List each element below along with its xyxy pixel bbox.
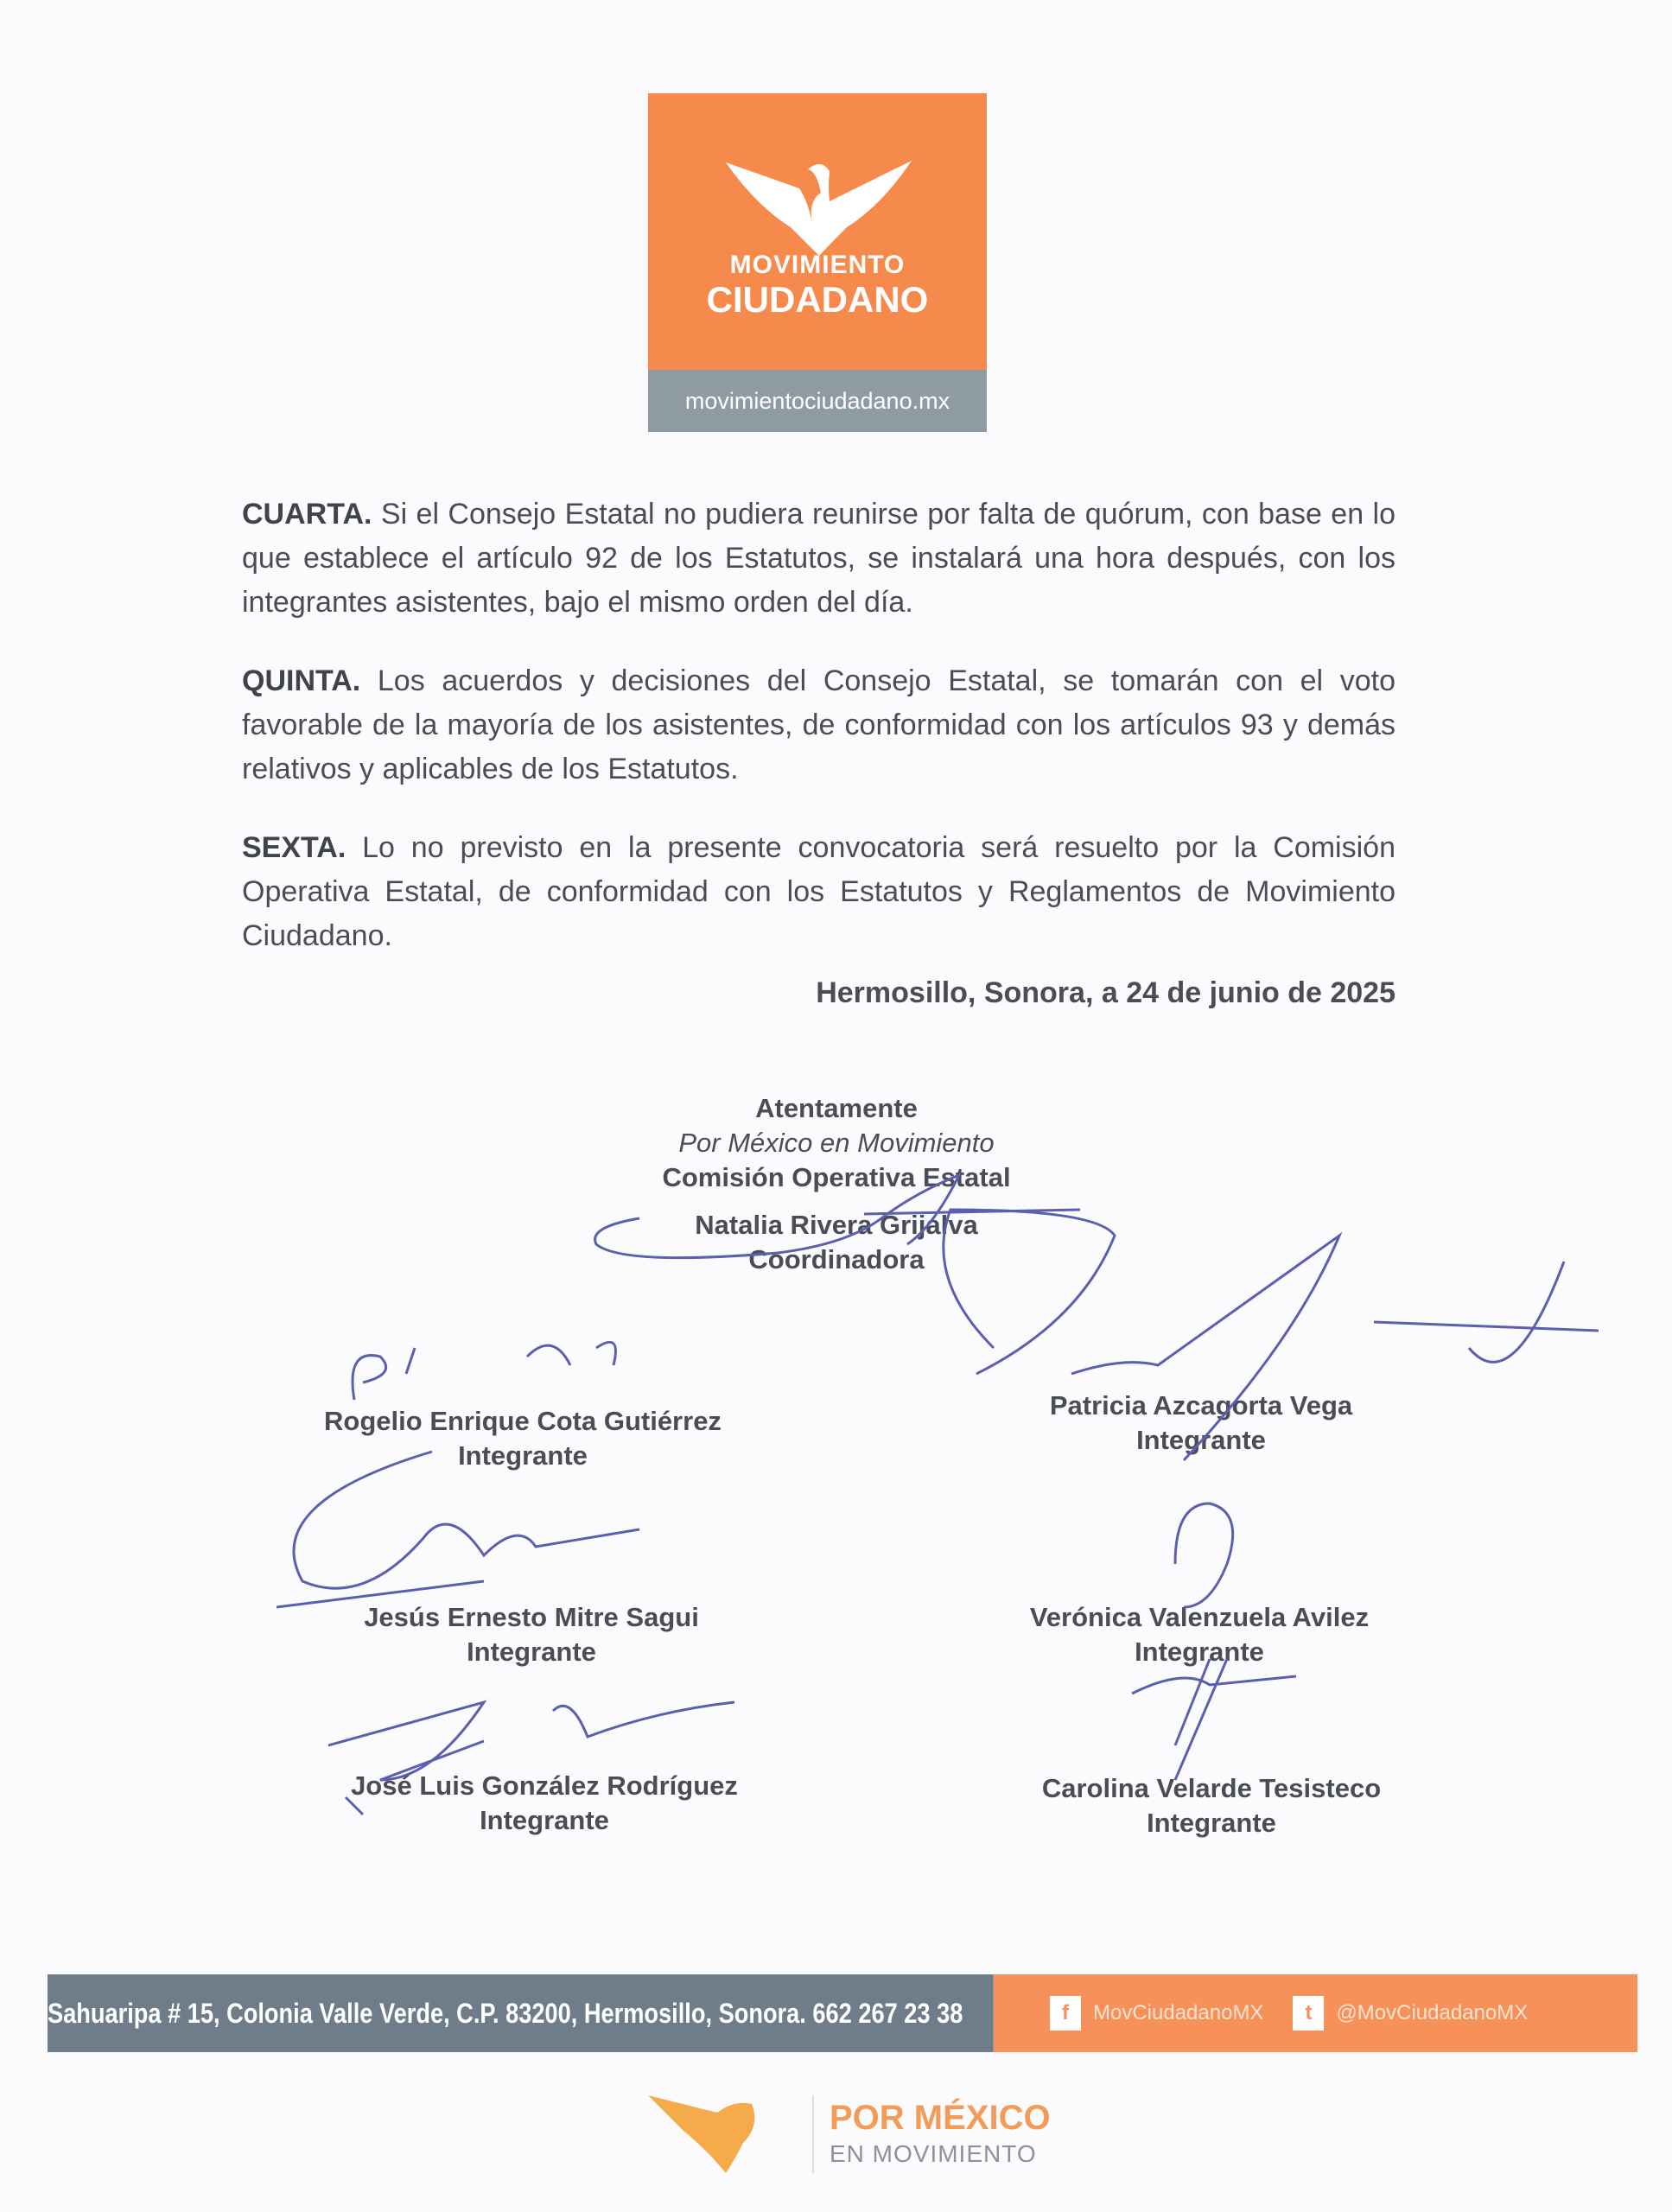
- clause-label: QUINTA.: [242, 664, 361, 697]
- signatory-block: [942, 1389, 1460, 1458]
- facebook-icon[interactable]: f: [1050, 1996, 1081, 2031]
- signatory-block: [285, 1769, 804, 1838]
- clause-label: SEXTA.: [242, 831, 346, 864]
- closing-atentamente: Atentamente: [755, 1093, 918, 1123]
- footer-slogan-logo: [648, 2087, 1080, 2182]
- logo-text-line1: MOVIMIENTO: [729, 251, 906, 279]
- clause-text: Lo no previsto en la presente convocatoria será resuelto por la Comisión Operativa Estatal, de conformidad con los Estatutos y Reglamentos de Movimiento Ciudadano.: [242, 831, 1395, 952]
- footer-address: Sahuaripa # 15, Colonia Valle Verde, C.P. 83200, Hermosillo, Sonora. 662 267 23 38: [48, 1998, 963, 2029]
- footer-social-bar: [994, 1974, 1637, 2052]
- twitter-handle[interactable]: @MovCiudadanoMX: [1336, 2001, 1529, 2024]
- clause-text: Los acuerdos y decisiones del Consejo Estatal, se tomarán con el voto favorable de la mayoría de los asistentes, de conformidad con los artículos 93 y demás relativos y aplicables de los Estatutos.: [242, 664, 1395, 785]
- clause-text: Si el Consejo Estatal no pudiera reunirse por falta de quórum, con base en lo que establece el artículo 92 de los Estatutos, se instalará una hora después, con los integrantes asistentes, bajo el mismo orden del día.: [242, 498, 1395, 619]
- closing-motto: Por México en Movimiento: [678, 1128, 995, 1158]
- signatory-block: [940, 1600, 1459, 1669]
- footer-address-bar: [48, 1974, 994, 2052]
- signatory-name: Patricia Azcagorta Vega: [1049, 1390, 1353, 1421]
- slogan-divider: [812, 2095, 814, 2173]
- signatory-role: Integrante: [1147, 1808, 1276, 1838]
- signatory-block: [272, 1600, 791, 1669]
- signatory-role: Integrante: [458, 1440, 588, 1471]
- clause-quinta: [242, 659, 1395, 791]
- signature-valenzuela: [1175, 1503, 1233, 1607]
- closing-block: [577, 1091, 1096, 1277]
- signature-velarde: [1132, 1659, 1296, 1780]
- coordinator-role: Coordinadora: [748, 1244, 925, 1274]
- clause-label: CUARTA.: [242, 498, 372, 531]
- signature-mitre: [277, 1452, 639, 1607]
- signatory-block: [264, 1404, 782, 1473]
- eagle-logo-icon: [726, 154, 912, 257]
- slogan-line1: POR MÉXICO: [830, 2099, 1051, 2137]
- signatory-role: Integrante: [480, 1805, 609, 1835]
- signatory-role: Integrante: [1136, 1425, 1266, 1455]
- signatory-block: [952, 1771, 1471, 1840]
- signatory-name: Jesús Ernesto Mitre Sagui: [364, 1602, 699, 1632]
- movimiento-ciudadano-logo: [648, 93, 987, 432]
- facebook-handle[interactable]: MovCiudadanoMX: [1093, 2001, 1264, 2024]
- signatory-name: Carolina Velarde Tesisteco: [1041, 1773, 1382, 1803]
- slogan-line2: EN MOVIMIENTO: [830, 2140, 1037, 2167]
- signatory-role: Integrante: [467, 1637, 596, 1667]
- coordinator-name: Natalia Rivera Grijalva: [695, 1210, 978, 1240]
- signatory-role: Integrante: [1135, 1637, 1264, 1667]
- clause-sexta: [242, 826, 1395, 958]
- signatory-name: Verónica Valenzuela Avilez: [1029, 1602, 1370, 1632]
- logo-url: movimientociudadano.mx: [648, 370, 987, 432]
- twitter-icon[interactable]: t: [1293, 1996, 1324, 2031]
- clause-cuarta: [242, 493, 1395, 625]
- eagle-slogan-icon: [648, 2091, 804, 2177]
- signatory-name: José Luis González Rodríguez: [351, 1770, 738, 1801]
- document-date: Hermosillo, Sonora, a 24 de junio de 2025: [816, 976, 1395, 1009]
- document-body: [242, 493, 1395, 993]
- signatory-name: Rogelio Enrique Cota Gutiérrez: [324, 1406, 722, 1436]
- closing-body: Comisión Operativa Estatal: [662, 1162, 1011, 1192]
- signature-cota: [353, 1342, 616, 1400]
- logo-text-line2: CIUDADANO: [706, 279, 929, 320]
